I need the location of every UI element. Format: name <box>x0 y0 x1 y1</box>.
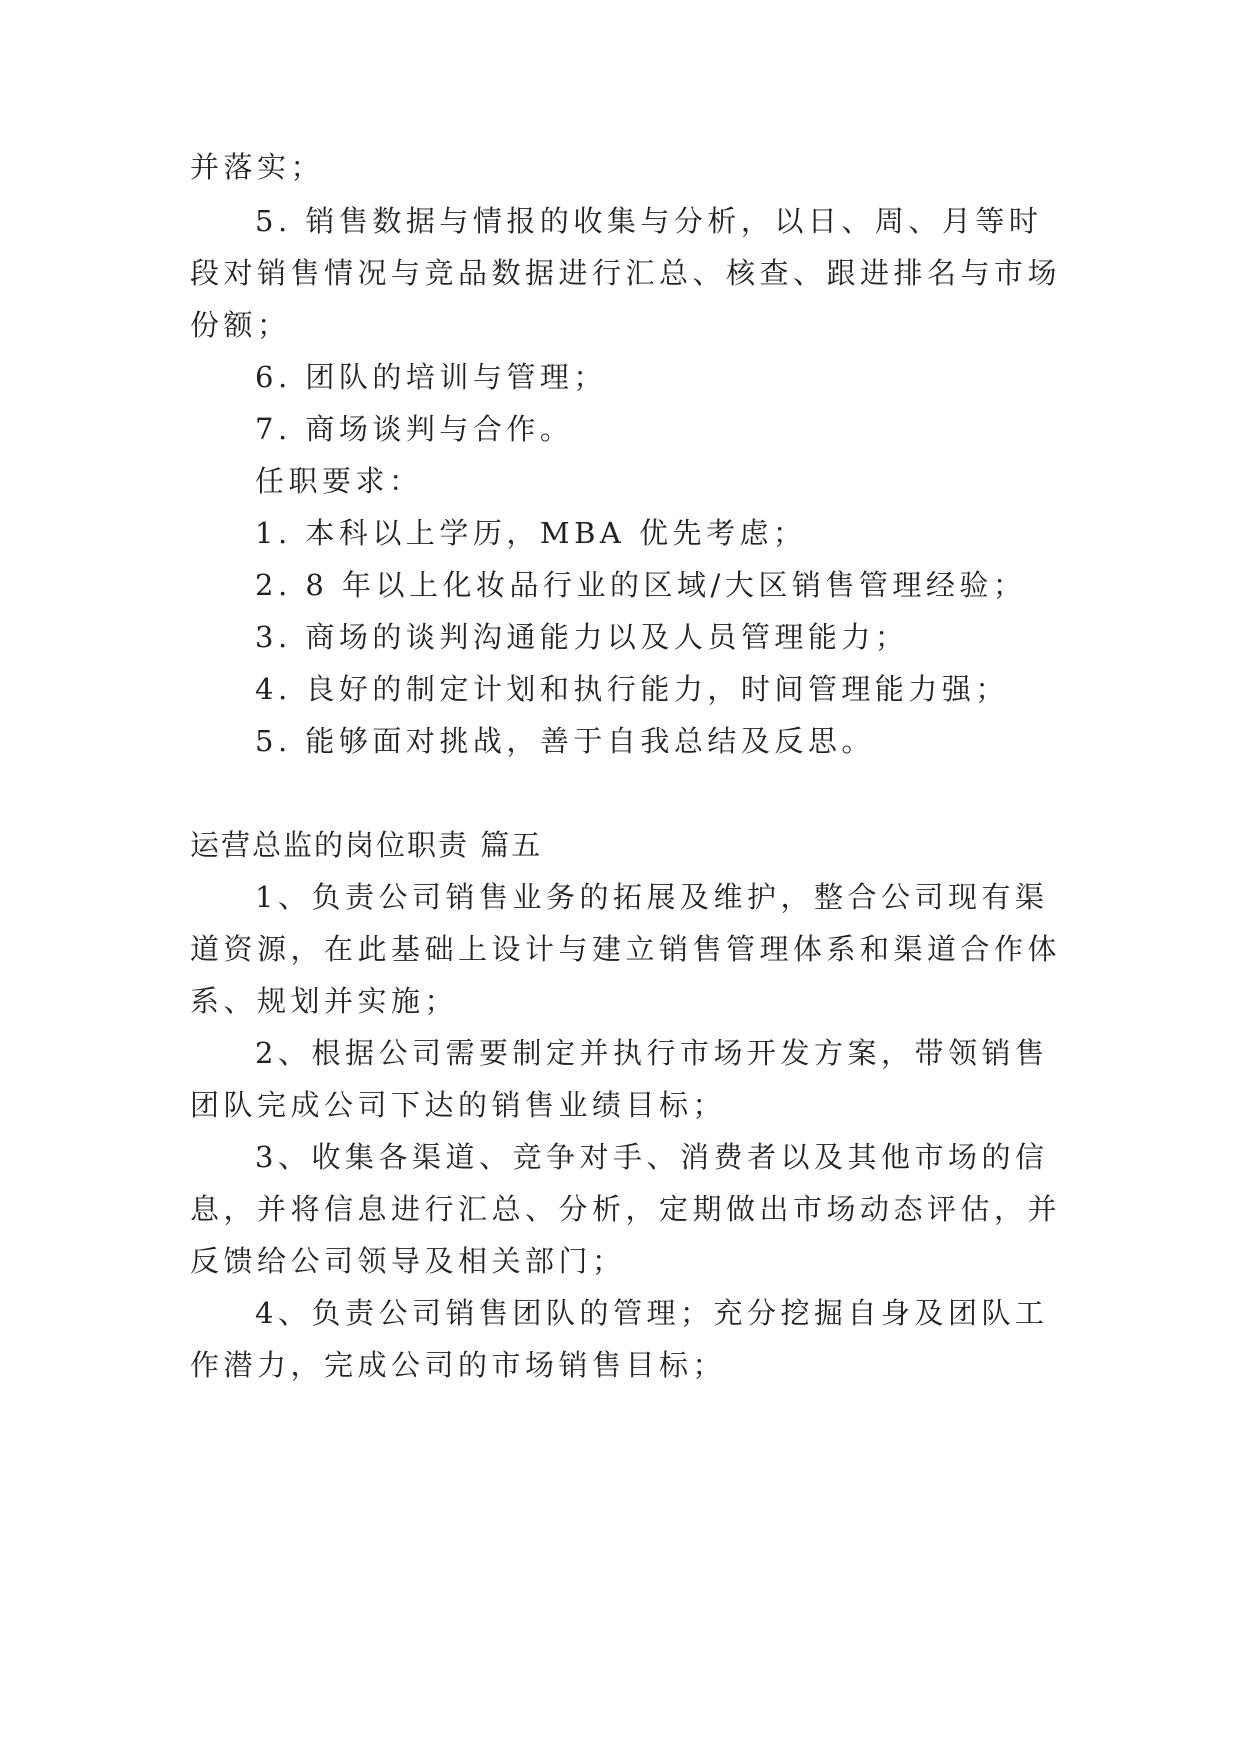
list-item-responsibility-1: 1、负责公司销售业务的拓展及维护，整合公司现有渠 <box>255 880 1049 914</box>
requirements-heading: 任职要求： <box>255 464 423 498</box>
section-title: 运营总监的岗位职责 篇五 <box>190 828 543 862</box>
list-item-requirement-1: 1. 本科以上学历，MBA 优先考虑； <box>255 516 807 550</box>
list-item-responsibility-4: 4、负责公司销售团队的管理；充分挖掘自身及团队工 <box>255 1296 1049 1330</box>
list-item-duty-7: 7. 商场谈判与合作。 <box>255 412 574 446</box>
text-line: 份额； <box>190 308 291 342</box>
list-item-duty-6: 6. 团队的培训与管理； <box>255 360 607 394</box>
text-line: 并落实； <box>190 150 325 184</box>
list-item-responsibility-2: 2、根据公司需要制定并执行市场开发方案，带领销售 <box>255 1036 1049 1070</box>
list-item-requirement-2: 2. 8 年以上化妆品行业的区域/大区销售管理经验； <box>255 568 1027 602</box>
list-item-duty-5: 5. 销售数据与情报的收集与分析，以日、周、月等时 <box>255 204 1043 238</box>
text-line: 团队完成公司下达的销售业绩目标； <box>190 1088 727 1122</box>
list-item-requirement-5: 5. 能够面对挑战，善于自我总结及反思。 <box>255 724 875 758</box>
list-item-responsibility-3: 3、收集各渠道、竞争对手、消费者以及其他市场的信 <box>255 1140 1049 1174</box>
text-line: 作潜力，完成公司的市场销售目标； <box>190 1348 727 1382</box>
text-line: 段对销售情况与竞品数据进行汇总、核查、跟进排名与市场 <box>190 256 1062 290</box>
text-line: 道资源，在此基础上设计与建立销售管理体系和渠道合作体 <box>190 932 1062 966</box>
list-item-requirement-3: 3. 商场的谈判沟通能力以及人员管理能力； <box>255 620 909 654</box>
text-line: 息，并将信息进行汇总、分析，定期做出市场动态评估，并 <box>190 1192 1062 1226</box>
text-line: 系、规划并实施； <box>190 984 459 1018</box>
list-item-requirement-4: 4. 良好的制定计划和执行能力，时间管理能力强； <box>255 672 1009 706</box>
text-line: 反馈给公司领导及相关部门； <box>190 1244 626 1278</box>
